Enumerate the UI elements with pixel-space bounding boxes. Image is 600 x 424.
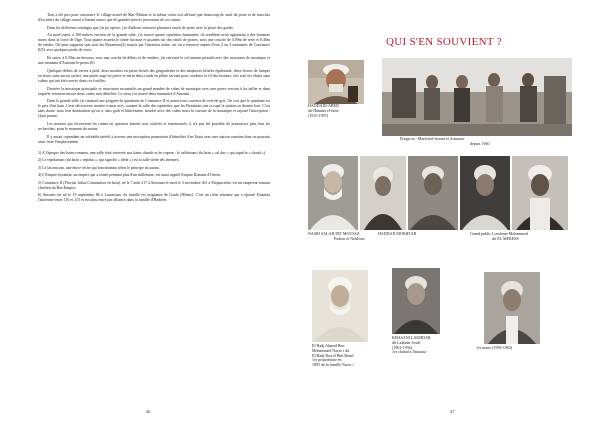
portrait-nasri-photo xyxy=(308,156,358,230)
portrait-fifth-photo xyxy=(512,156,568,230)
footnote: 6) Antonin est né le 19 septembre 86 à Lanuvium. Sa famille est originaire de Gaule (Nîmes). C'est un riche sénateur qui a épousé Faustina l'ancienne entre 110 et 115 et est ainsi entré par alliance dans la famille d'Hadrien. xyxy=(38,192,270,203)
caption-haddadi: HADDADI-ABED dit Hamma el-farhi (1915-1997) xyxy=(308,103,339,118)
footnote: 3) Le laconicum, une étuve sèche qui fonctionnait selon le principe du sauna. xyxy=(38,164,160,170)
paragraph: Dans la grande salle j'ai ramassé une poignée de quadrants de Constance II et autres tous couverts de vert-de-gris. On voit que le quadrant est le prix d'un bain. Cette découverte montre à mon avis, comme la salle des squelettes que les Byzantins ont occupé la station au dernier lieu. C'est sans doute, sous leur domination qu'on a, sans goût et hâtivement, bouché avec des cubes noirs la cassure de la mosaïque et rajouté l'inscription : Quot potant. xyxy=(38,98,270,119)
portrait-haddad-photo xyxy=(360,156,406,230)
left-text-column xyxy=(38,12,270,205)
portrait-maire-photo xyxy=(484,272,540,344)
portrait-khasani-photo xyxy=(392,268,440,334)
paragraph: Derrière la mosaïque principale se trouvaient accumulés un grand nombre de cubes de mosaïque avec une pierre servant à les tailler et dans laquelle venaient encore deux cubes non détachés. Le sieur j'ai trouvé deux monnaies d'Antonin. xyxy=(38,85,270,96)
paragraph: Il y aurait cependant un véritable intérêt à trouver une inscription permettant d'identifier Ain-Touta avec une station romaine dont on pourrait ainsi fixer l'emplacement. xyxy=(38,133,270,144)
paragraph: Au nord-ouest, à 100 mètres environ de la grande salle, j'ai trouvé quatre squelettes humaines; ils semblent avoir appartenu à des hommes morts dans la force de l'âge. Tous quatre avaient le crâne fracassé et gisaient sur des seuils de portes, sous une couche de 0,90m de terre et 0,40m de cendre. On peut supposer que sous les Byzantins(4) surpris par l'invasion arabe, car on a retrouvé auprès d'eux 2 ou 3 monnaies de Constance II(5) avec quelques pieds de verre. xyxy=(38,32,270,53)
footnote: 5) Constance II (Flavius Julius Constantius en latin), né le 7 août 317 à Sirmium et mort le 3 novembre 361 à Mopsucrène, est un empereur romain chrétien du Bas-Empire. xyxy=(38,179,270,190)
footnote: 1) A l'époque des bains romains, une salle était réservée aux bains chauds et de vapeur : le caldarium (du latin « cal dus » qui signifie « chaud »). xyxy=(38,149,267,155)
footnote: 2) Le tepidarium (du latin « tepidus », qui signifie « tiède ») est la salle tiède des thermes, xyxy=(38,157,180,163)
portrait-elhadj-photo xyxy=(312,270,368,342)
caption-maire: 1er maire (1959-1962) xyxy=(476,345,513,350)
caption-elhadj: El Hadj Ahmed Ben Mohammed Nacer i dit El Hadj Bou el Ben Rami- 1er propriétaire en 1895 de la famille Nacer i xyxy=(312,343,355,368)
paragraph: Dans les différents sondages que j'ai pu opérer, j'ai d'ailleurs retrouvé plusieurs seuils de porte avec la place des gonds. xyxy=(47,24,234,30)
caption-haddad: HADDAD MOKHTAR xyxy=(378,231,417,236)
footnotes xyxy=(38,150,270,202)
paragraph: En outre, à 0,50m au-dessous, sous une couche de débris et de cendres, j'ai retrouvé le sol romain primitif avec des morceaux de mosaïque et une monnaie d'Antonin-le-pieux.(6) xyxy=(38,55,270,66)
page-heading: QUI S'EN SOUVIENT ? xyxy=(386,36,502,48)
paragraph: Tout a été pris pour construire le village actuel de Mac-Mahon et la même colon m'a affirmé que beaucoup de seuil de porte et de marches d'escaliers du village actuel n'étaient autres que de grandes pierres provenant de ces ruines. xyxy=(38,12,270,23)
portrait-third-photo xyxy=(408,156,458,230)
portrait-haddadi-photo xyxy=(308,60,364,104)
page-number-left: 46 xyxy=(146,409,151,414)
right-page xyxy=(300,0,600,424)
paragraph: Quelques débris de verres à pied, deux moulins en pierre brisés des gargoulettes et des amphores brisées également, deux dosses de lampes en terres sans aucun cachet, une petite auge en pierre et enfin deux ronds en plâtre servant pour conduire le fil des fuseaux, tels sont les objets sans valeur qui ont été trouvés dans ces fouilles. xyxy=(38,67,270,83)
caption-louchene: Grand public Louchene Mohammed dit EL MEKESS xyxy=(470,231,529,241)
portrait-louchene-photo xyxy=(460,156,510,230)
page-number-right: 47 xyxy=(450,409,455,414)
paragraph: Les terrains qui recouvrent les ruines en question étaient tous cultivés et ensemencés, il n'a pas été possible de poursuivre plus loin les recherches, pour le moment du moins. xyxy=(38,121,270,132)
caption-khasani: KHASANI LAKHDAR dit Lakhdar Soufi (1901-1956) 1er chahid à Aintouta xyxy=(392,335,431,355)
caption-forgeron: Forgeron - Maréchal-ferrant et Armurier depuis 1940 xyxy=(400,136,490,146)
footnote: 4) L'Empire byzantin, un empire qui a existé pendant plus d'un millénaire, est aussi appelé Empire Romain d'Orient. xyxy=(38,172,221,178)
forgeron-photo xyxy=(382,58,572,136)
caption-nasri: NASRI SALAH DIT MOUSSA Pudeur et Noblesse xyxy=(308,231,365,241)
